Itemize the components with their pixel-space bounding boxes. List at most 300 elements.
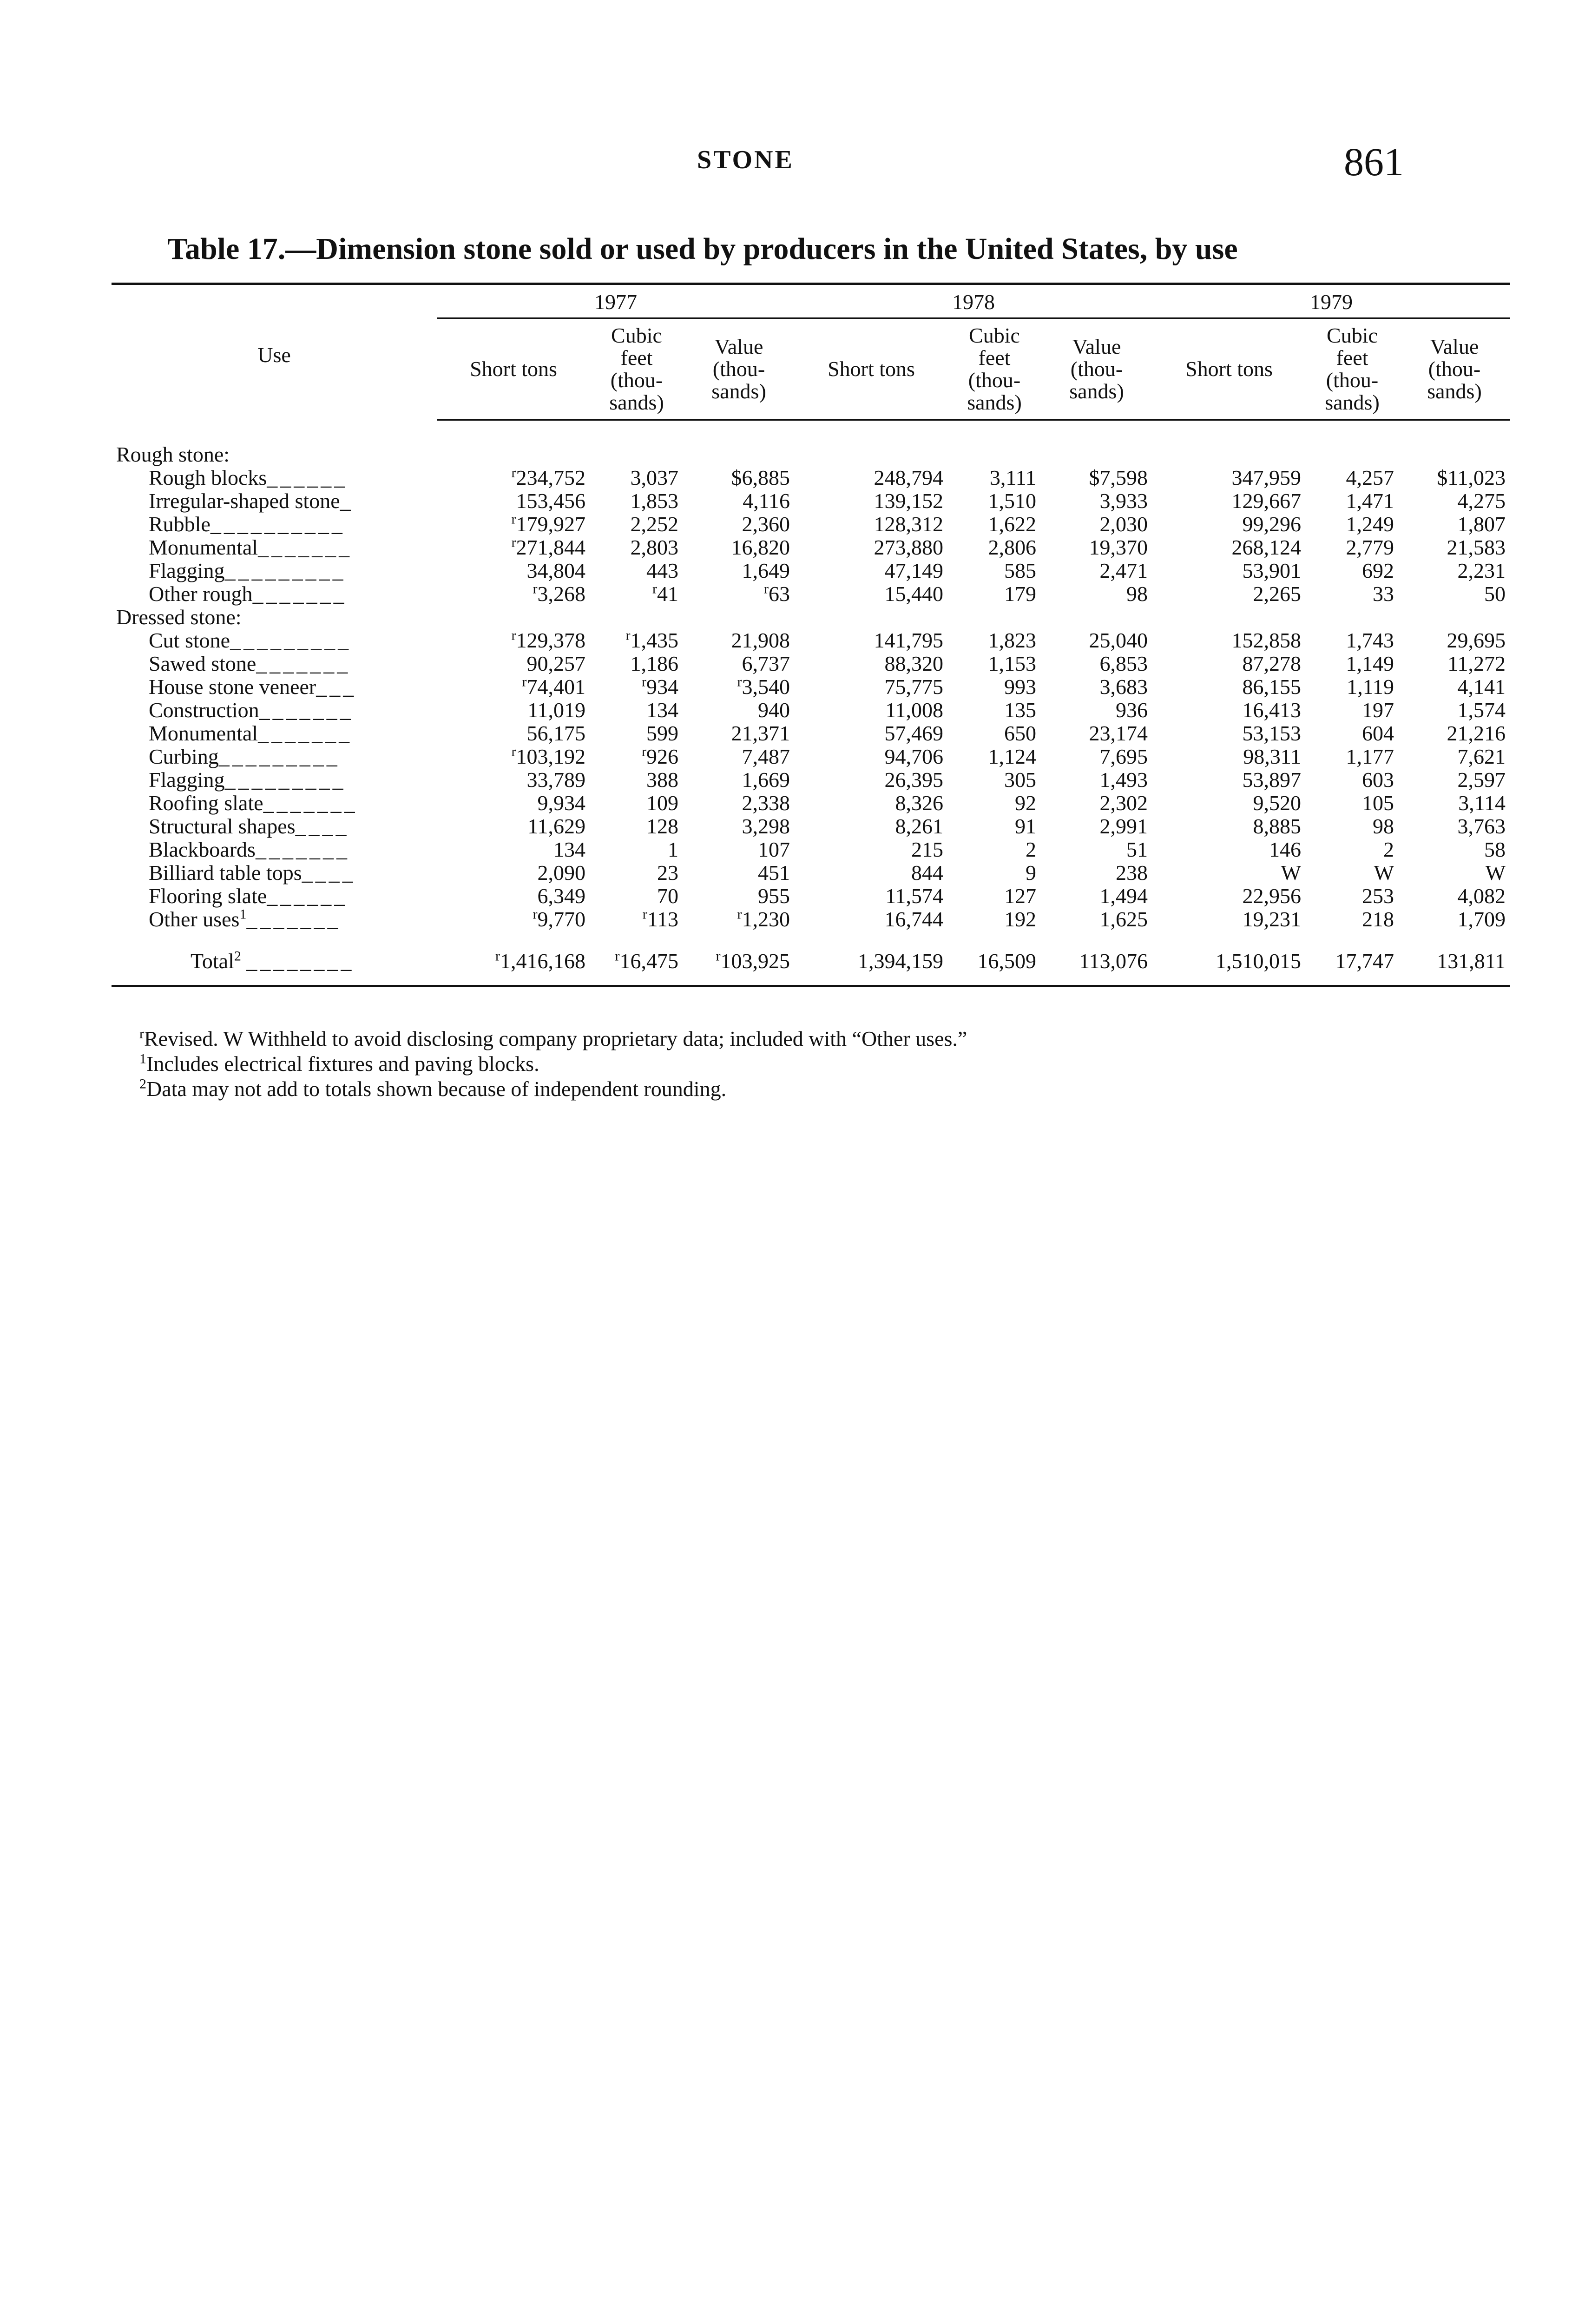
- table-cell: 75,775: [884, 675, 943, 699]
- table-cell: [590, 629, 683, 652]
- revised-mark: r: [716, 948, 721, 964]
- dot-leader: _________: [218, 745, 340, 768]
- cell-value: 41: [657, 582, 678, 606]
- group-header-row: [112, 606, 1510, 629]
- table-cell: 1: [668, 838, 678, 861]
- table-row: [112, 838, 1510, 861]
- use-name: Flooring slate: [149, 884, 267, 908]
- row-label: [112, 466, 437, 489]
- table-cell: 134: [553, 838, 585, 861]
- row-label: [112, 838, 437, 861]
- table-cell: 1,625: [1099, 907, 1148, 931]
- footnotes: [139, 1026, 967, 1102]
- table-cell: 11,574: [885, 884, 943, 908]
- table-cell: [590, 675, 683, 699]
- row-label: [112, 861, 437, 885]
- dot-leader: ______: [267, 884, 348, 908]
- use-name: Other rough: [149, 582, 253, 606]
- table-cell: 1,622: [988, 512, 1036, 536]
- table-cell: 1,153: [988, 652, 1036, 675]
- dot-leader: _______: [263, 791, 358, 815]
- table-cell: 11,272: [1447, 652, 1506, 675]
- revised-mark: r: [511, 627, 516, 643]
- table-cell: 1,494: [1099, 884, 1148, 908]
- cell-value: 129,378: [516, 628, 585, 652]
- dot-leader: ___: [316, 675, 357, 699]
- table-cell: 153,456: [516, 489, 585, 513]
- row-label: [112, 885, 437, 908]
- table-cell: [437, 536, 590, 559]
- table-cell: 99,296: [1242, 512, 1301, 536]
- footnote: [139, 1026, 967, 1051]
- table-cell: 146: [1269, 838, 1301, 861]
- row-label: [112, 652, 437, 675]
- table-cell: 33,789: [526, 768, 585, 792]
- revised-mark: r: [511, 511, 516, 527]
- table-cell: [437, 931, 590, 986]
- table-cell: 2,779: [1346, 535, 1394, 559]
- table-cell: 347,959: [1231, 466, 1301, 489]
- cell-value: 3,268: [537, 582, 585, 606]
- column-header-cubic-feet: Cubic feet (thou- sands): [1306, 318, 1399, 420]
- revised-mark: r: [642, 744, 646, 759]
- row-label: [112, 513, 437, 536]
- dot-leader: _________: [224, 559, 346, 582]
- use-name: Structural shapes: [149, 814, 296, 838]
- table-cell: 2,806: [988, 535, 1036, 559]
- table-cell: 23: [657, 861, 678, 885]
- table-cell: 1,510,015: [1152, 931, 1306, 986]
- cell-value: 1,435: [630, 628, 678, 652]
- table-cell: [437, 629, 590, 652]
- use-name: Rubble: [149, 512, 210, 536]
- table-cell: 70: [657, 884, 678, 908]
- table-cell: [683, 908, 795, 931]
- column-header-use: Use: [257, 343, 291, 367]
- revised-mark: r: [533, 906, 538, 922]
- table-cell: W: [1485, 861, 1506, 885]
- column-header-cubic-feet: Cubic feet (thou- sands): [590, 318, 683, 420]
- dot-leader: _______: [259, 698, 354, 722]
- table-cell: 3,763: [1457, 814, 1506, 838]
- table-row: [112, 513, 1510, 536]
- table-cell: 26,395: [884, 768, 943, 792]
- table-cell: 11,008: [885, 698, 943, 722]
- table-cell: 1,119: [1347, 675, 1394, 699]
- cell-value: 9,770: [537, 907, 585, 931]
- table-cell: [590, 908, 683, 931]
- table-cell: 47,149: [884, 559, 943, 582]
- footnote-mark: 2: [139, 1076, 146, 1092]
- table-cell: 16,820: [731, 535, 790, 559]
- table-cell: 8,885: [1253, 814, 1301, 838]
- table-cell: 34,804: [526, 559, 585, 582]
- cell-value: 63: [769, 582, 790, 606]
- table-row: [112, 536, 1510, 559]
- total-label: Total: [191, 949, 234, 973]
- row-label: [112, 699, 437, 722]
- table-cell: 22,956: [1242, 884, 1301, 908]
- table-cell: 91: [1015, 814, 1036, 838]
- table-cell: 9,934: [537, 791, 585, 815]
- table-cell: 218: [1362, 907, 1394, 931]
- revised-mark: r: [737, 674, 742, 690]
- table-cell: 2,265: [1253, 582, 1301, 606]
- use-name: Flagging: [149, 768, 225, 792]
- table-cell: [437, 466, 590, 489]
- row-label: [112, 536, 437, 559]
- cell-value: 113: [647, 907, 678, 931]
- table-cell: 21,371: [731, 721, 790, 745]
- use-name: Roofing slate: [149, 791, 263, 815]
- table-cell: [437, 908, 590, 931]
- table-cell: 53,897: [1242, 768, 1301, 792]
- table-cell: 17,747: [1306, 931, 1399, 986]
- table-row: [112, 908, 1510, 931]
- use-name: Monumental: [149, 535, 258, 559]
- revised-mark: r: [615, 948, 620, 964]
- dot-leader: _______: [246, 907, 341, 931]
- table-cell: 128: [646, 814, 678, 838]
- table-cell: 90,257: [526, 652, 585, 675]
- table-cell: 1,471: [1346, 489, 1394, 513]
- dot-leader: _: [340, 489, 354, 513]
- table-cell: 940: [758, 698, 790, 722]
- table-cell: 16,509: [948, 931, 1041, 986]
- table-cell: 129,667: [1231, 489, 1301, 513]
- group-label: Rough stone:: [116, 442, 230, 466]
- table-row: [112, 675, 1510, 699]
- row-label: [112, 675, 437, 699]
- table-cell: 4,257: [1346, 466, 1394, 489]
- total-row: [112, 931, 1510, 986]
- table-cell: $11,023: [1437, 466, 1506, 489]
- table-cell: [590, 931, 683, 986]
- group-label: Dressed stone:: [116, 605, 242, 629]
- table-row: [112, 582, 1510, 606]
- dot-leader: ______: [267, 466, 348, 489]
- cell-value: 271,844: [516, 535, 585, 559]
- table-row: [112, 722, 1510, 745]
- table-cell: 113,076: [1041, 931, 1152, 986]
- revised-mark: r: [511, 744, 516, 759]
- revised-mark: r: [511, 465, 516, 481]
- table-cell: 179: [1004, 582, 1036, 606]
- table-cell: 2: [1383, 838, 1394, 861]
- cell-value: 1,416,168: [500, 949, 585, 973]
- table-cell: 1,823: [988, 628, 1036, 652]
- row-label: [112, 559, 437, 582]
- use-name: Rough blocks: [149, 466, 267, 489]
- row-label: [112, 629, 437, 652]
- table-cell: 9: [1026, 861, 1036, 885]
- table-cell: [590, 745, 683, 768]
- table-cell: 844: [911, 861, 943, 885]
- table-cell: 50: [1484, 582, 1506, 606]
- footnote-text: Includes electrical fixtures and paving blocks.: [146, 1052, 539, 1076]
- column-header-cubic-feet: Cubic feet (thou- sands): [948, 318, 1041, 420]
- table-cell: 1,669: [742, 768, 790, 792]
- column-header-short-tons: Short tons: [437, 318, 590, 420]
- use-name: Cut stone: [149, 628, 230, 652]
- cell-value: 103,925: [720, 949, 790, 973]
- dot-leader: _______: [252, 582, 347, 606]
- table-cell: 2,231: [1457, 559, 1506, 582]
- table-cell: 692: [1362, 559, 1394, 582]
- revised-mark: r: [652, 581, 657, 597]
- table-cell: 4,275: [1457, 489, 1506, 513]
- table-cell: 19,231: [1242, 907, 1301, 931]
- table-cell: 268,124: [1231, 535, 1301, 559]
- table-cell: 6,349: [537, 884, 585, 908]
- table-cell: 3,298: [742, 814, 790, 838]
- use-name: Flagging: [149, 559, 225, 582]
- table-cell: 88,320: [884, 652, 943, 675]
- footnote-text: Data may not add to totals shown because of independent rounding.: [146, 1077, 727, 1101]
- dot-leader: _______: [256, 652, 351, 675]
- table-cell: 443: [646, 559, 678, 582]
- footnote-ref: 2: [234, 948, 241, 964]
- table-cell: 3,111: [989, 466, 1036, 489]
- use-name: Monumental: [149, 721, 258, 745]
- table-cell: 58: [1484, 838, 1506, 861]
- table-cell: 936: [1116, 698, 1148, 722]
- cell-value: 926: [646, 745, 678, 768]
- table-cell: [683, 931, 795, 986]
- footnote: [139, 1051, 967, 1076]
- cell-value: 1,230: [742, 907, 790, 931]
- table-cell: 92: [1015, 791, 1036, 815]
- use-name: Blackboards: [149, 838, 256, 861]
- table-cell: 3,037: [630, 466, 678, 489]
- table-cell: 3,933: [1099, 489, 1148, 513]
- row-label: [112, 489, 437, 513]
- table-cell: 98: [1126, 582, 1148, 606]
- table-cell: 4,141: [1457, 675, 1506, 699]
- cell-value: 16,475: [619, 949, 678, 973]
- running-title: STONE: [697, 145, 794, 174]
- table-cell: 11,629: [527, 814, 585, 838]
- dot-leader: ____: [295, 814, 349, 838]
- table-row: [112, 489, 1510, 513]
- table-cell: 7,621: [1457, 745, 1506, 768]
- cell-value: 234,752: [516, 466, 585, 489]
- row-label: [112, 768, 437, 792]
- table-cell: 2,252: [630, 512, 678, 536]
- table-cell: 955: [758, 884, 790, 908]
- dot-leader: _______: [255, 838, 350, 861]
- table-cell: 21,908: [731, 628, 790, 652]
- footnote-mark: 1: [139, 1051, 146, 1067]
- row-label: [112, 745, 437, 768]
- table-cell: 51: [1126, 838, 1148, 861]
- table-cell: 2,991: [1099, 814, 1148, 838]
- year-header-1977: 1977: [437, 290, 795, 318]
- revised-mark: r: [625, 627, 631, 643]
- use-name: Sawed stone: [149, 652, 256, 675]
- table-cell: 1,743: [1346, 628, 1394, 652]
- table-cell: 604: [1362, 721, 1394, 745]
- table-cell: 585: [1004, 559, 1036, 582]
- table-cell: [683, 675, 795, 699]
- table-cell: 1,493: [1099, 768, 1148, 792]
- table-cell: 305: [1004, 768, 1036, 792]
- table-cell: 1,510: [988, 489, 1036, 513]
- revised-mark: r: [737, 906, 742, 922]
- table-cell: 134: [646, 698, 678, 722]
- table-cell: 19,370: [1089, 535, 1148, 559]
- revised-mark: r: [642, 674, 646, 690]
- table-cell: 2,090: [537, 861, 585, 885]
- table-cell: 98: [1373, 814, 1394, 838]
- table-cell: 197: [1362, 698, 1394, 722]
- table-cell: [683, 582, 795, 606]
- table-cell: 388: [646, 768, 678, 792]
- row-label: [112, 792, 437, 815]
- table-cell: 3,114: [1458, 791, 1506, 815]
- table-row: [112, 792, 1510, 815]
- table-cell: [437, 745, 590, 768]
- table-cell: 1,177: [1346, 745, 1394, 768]
- row-label: [112, 722, 437, 745]
- table-cell: 53,153: [1242, 721, 1301, 745]
- table-cell: 7,695: [1099, 745, 1148, 768]
- row-label: [112, 815, 437, 838]
- use-name: Billiard table tops: [149, 861, 302, 885]
- column-header-value: Value (thou- sands): [1399, 318, 1510, 420]
- use-name: Curbing: [149, 745, 219, 768]
- column-header-short-tons: Short tons: [1152, 318, 1306, 420]
- table-cell: 9,520: [1253, 791, 1301, 815]
- dot-leader: _________: [230, 628, 352, 652]
- table-cell: 21,216: [1447, 721, 1506, 745]
- revised-mark: r: [764, 581, 769, 597]
- table-cell: 4,082: [1457, 884, 1506, 908]
- table-row: [112, 466, 1510, 489]
- cell-value: 934: [646, 675, 678, 699]
- table-cell: 1,574: [1457, 698, 1506, 722]
- table-row: [112, 885, 1510, 908]
- dimension-stone-table: [112, 283, 1510, 987]
- table-title: Table 17.—Dimension stone sold or used by producers in the United States, by use: [167, 232, 1238, 266]
- revised-mark: r: [533, 581, 538, 597]
- table-cell: 57,469: [884, 721, 943, 745]
- table-cell: 1,709: [1457, 907, 1506, 931]
- use-name: Construction: [149, 698, 259, 722]
- column-header-value: Value (thou- sands): [1041, 318, 1152, 420]
- table-cell: 650: [1004, 721, 1036, 745]
- table-cell: 141,795: [874, 628, 943, 652]
- table-cell: 23,174: [1089, 721, 1148, 745]
- table-cell: 2,597: [1457, 768, 1506, 792]
- table-cell: 603: [1362, 768, 1394, 792]
- table-cell: [437, 675, 590, 699]
- table-cell: 2,803: [630, 535, 678, 559]
- table-cell: W: [1281, 861, 1301, 885]
- table-cell: 128,312: [874, 512, 943, 536]
- table-cell: 86,155: [1242, 675, 1301, 699]
- footnote-text: Revised. W Withheld to avoid disclosing company proprietary data; included with “Other uses.”: [144, 1027, 967, 1050]
- use-name: House stone veneer: [149, 675, 316, 699]
- table-row: [112, 559, 1510, 582]
- table-cell: 109: [646, 791, 678, 815]
- table-row: [112, 745, 1510, 768]
- row-label: [112, 582, 437, 606]
- table-cell: 25,040: [1089, 628, 1148, 652]
- table-cell: 192: [1004, 907, 1036, 931]
- table-cell: 1,807: [1457, 512, 1506, 536]
- table-cell: $7,598: [1089, 466, 1148, 489]
- cell-value: 103,192: [516, 745, 585, 768]
- table-row: [112, 652, 1510, 675]
- year-header-1979: 1979: [1152, 290, 1510, 318]
- dot-leader: _________: [224, 768, 346, 792]
- table-cell: 16,744: [884, 907, 943, 931]
- cell-value: 3,540: [742, 675, 790, 699]
- table-cell: 2: [1026, 838, 1036, 861]
- revised-mark: r: [522, 674, 527, 690]
- table-cell: 139,152: [874, 489, 943, 513]
- table-cell: 1,186: [630, 652, 678, 675]
- table-cell: 1,649: [742, 559, 790, 582]
- table-cell: 2,302: [1099, 791, 1148, 815]
- table-cell: 6,853: [1099, 652, 1148, 675]
- table-cell: [437, 513, 590, 536]
- table-cell: 273,880: [874, 535, 943, 559]
- table-cell: [437, 582, 590, 606]
- group-header-row: [112, 420, 1510, 467]
- table-cell: 131,811: [1399, 931, 1510, 986]
- table-cell: 599: [646, 721, 678, 745]
- page-header: [0, 139, 1585, 190]
- table-cell: 16,413: [1242, 698, 1301, 722]
- table-cell: 53,901: [1242, 559, 1301, 582]
- table-cell: 8,261: [895, 814, 943, 838]
- cell-value: 74,401: [526, 675, 585, 699]
- footnote: [139, 1076, 967, 1102]
- table-row: [112, 861, 1510, 885]
- column-header-value: Value (thou- sands): [683, 318, 795, 420]
- use-name: Other uses: [149, 907, 240, 931]
- total-label-cell: [112, 931, 437, 986]
- table-cell: 7,487: [742, 745, 790, 768]
- revised-mark: r: [642, 906, 647, 922]
- table-cell: 4,116: [743, 489, 790, 513]
- table-cell: 2,471: [1099, 559, 1148, 582]
- table-cell: 15,440: [884, 582, 943, 606]
- table-cell: 6,737: [742, 652, 790, 675]
- table-cell: $6,885: [731, 466, 790, 489]
- table-row: [112, 768, 1510, 792]
- table-cell: 215: [911, 838, 943, 861]
- footnote-ref: 1: [239, 906, 247, 922]
- table-cell: 1,394,159: [795, 931, 948, 986]
- table-row: [112, 815, 1510, 838]
- table-cell: 1,249: [1346, 512, 1394, 536]
- table-cell: 87,278: [1242, 652, 1301, 675]
- table-cell: 152,858: [1231, 628, 1301, 652]
- dot-leader: _______: [258, 721, 353, 745]
- table-cell: 8,326: [895, 791, 943, 815]
- table-cell: 98,311: [1243, 745, 1301, 768]
- table-cell: 29,695: [1447, 628, 1506, 652]
- table-cell: 1,853: [630, 489, 678, 513]
- dot-leader: __________: [210, 512, 345, 536]
- table-cell: 238: [1116, 861, 1148, 885]
- table-cell: 451: [758, 861, 790, 885]
- table-cell: 107: [758, 838, 790, 861]
- table-cell: 33: [1373, 582, 1394, 606]
